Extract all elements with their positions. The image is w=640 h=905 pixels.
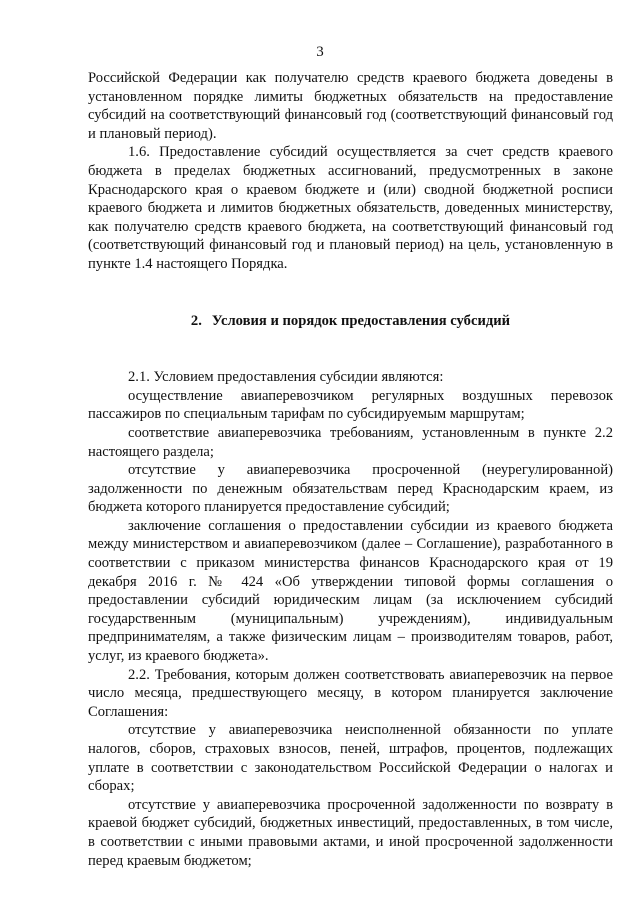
paragraph-2-2: 2.2. Требования, которым должен соответствовать авиаперевозчик на первое число месяца, предшествующего месяцу, в котором планируется заключение Соглашения: bbox=[88, 666, 613, 720]
document-body bbox=[88, 69, 613, 870]
paragraph-continuation: Российской Федерации как получателю средств краевого бюджета доведены в установленном порядке лимиты бюджетных обязательств на предоставление субсидий на соответствующий финансовый год (соответствующий финансовый год и плановый период). bbox=[88, 70, 613, 142]
paragraph-condition-3: отсутствие у авиаперевозчика просроченной (неурегулированной) задолженности по денежным обязательствам перед Краснодарским краем, из бюджета которого планируется предоставление субсидий; bbox=[88, 462, 613, 516]
section-number: 2. bbox=[190, 312, 202, 329]
paragraph-condition-2: соответствие авиаперевозчика требованиям, установленным в пункте 2.2 настоящего раздела; bbox=[88, 424, 613, 460]
paragraph-requirement-2: отсутствие у авиаперевозчика просроченной задолженности по возврату в краевой бюджет субсидий, бюджетных инвестиций, предоставленных, в том числе, в соответствии с иными правовыми актами, и иной просроченной задолженности перед краевым бюджетом; bbox=[88, 796, 613, 869]
section-heading bbox=[88, 312, 613, 331]
page-number: 3 bbox=[316, 44, 324, 60]
paragraph-requirement-1: отсутствие у авиаперевозчика неисполненной обязанности по уплате налогов, сборов, страховых взносов, пеней, штрафов, процентов, подлежащих уплате в соответствии с законодательством Российской Федерации о налогах и сборах; bbox=[88, 722, 613, 795]
paragraph-condition-1: осуществление авиаперевозчиком регулярных воздушных перевозок пассажиров по специальным тарифам по субсидируемым маршрутам; bbox=[88, 387, 613, 423]
paragraph-1-6: 1.6. Предоставление субсидий осуществляется за счет средств краевого бюджета в пределах бюджетных ассигнований, предусмотренных в законе Краснодарского края о краевом бюджете и (или) сводной бюджетной росписи краевого бюджета и лимитов бюджетных обязательств, доведенных министерству, как получателю средств краевого бюджета, на соответствующий финансовый год (соответствующий финансовый год и плановый период) на цель, установленную в пункте 1.4 настоящего Порядка. bbox=[88, 144, 613, 272]
paragraph-condition-4: заключение соглашения о предоставлении субсидии из краевого бюджета между министерством и авиаперевозчиком (далее – Соглашение), разработанного в соответствии с приказом министерства финансов Краснодарского края от 19 декабря 2016 г. № 424 «Об утверждении типовой формы соглашения о предоставлении субсидий юридическим лицам (за исключением субсидий государственным (муниципальным) учреждениям), индивидуальным предпринимателям, а также физическим лицам – производителям товаров, работ, услуг, из краевого бюджета». bbox=[88, 517, 613, 665]
section-title: Условия и порядок предоставления субсидий bbox=[211, 312, 511, 329]
paragraph-2-1: 2.1. Условием предоставления субсидии являются: bbox=[128, 369, 444, 386]
